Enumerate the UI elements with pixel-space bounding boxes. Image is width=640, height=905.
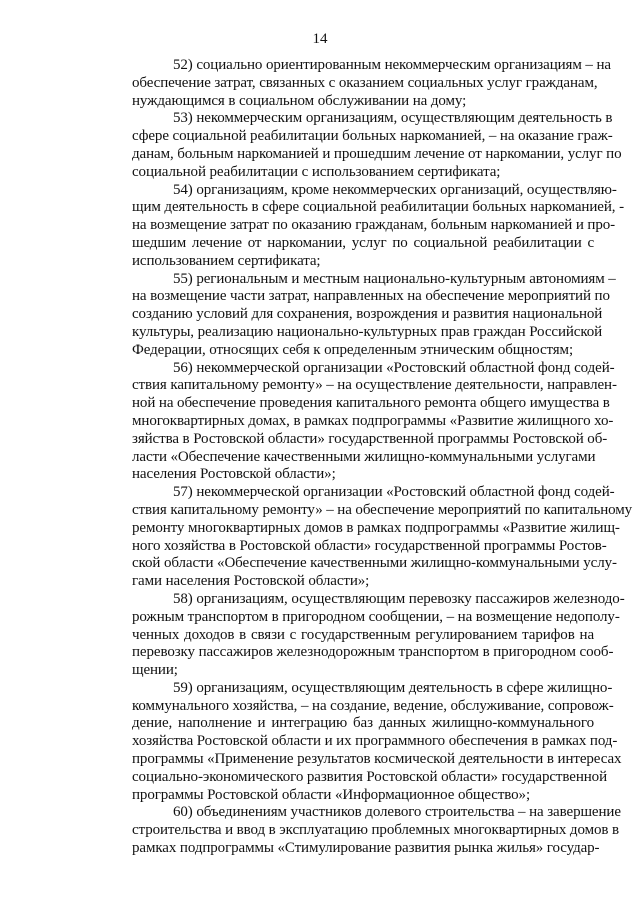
text-line: шедшим лечение от наркомании, услуг по социальной реабилитации с xyxy=(132,234,594,251)
text-line: программы «Применение результатов космической деятельности в интересах xyxy=(132,751,622,768)
text-line: культуры, реализацию национально-культурных прав граждан Российской xyxy=(132,323,603,340)
text-line: многоквартирных домах, в рамках подпрограммы «Развитие жилищного хо- xyxy=(132,412,614,429)
paragraph xyxy=(91,590,625,680)
paragraph xyxy=(91,110,622,181)
text-line: ласти «Обеспечение качественными жилищно-коммунальными услугами xyxy=(132,448,596,465)
paragraph xyxy=(91,484,633,591)
text-line: 52) социально ориентированным некоммерческим организациям – на xyxy=(173,57,611,73)
text-line: рамках подпрограммы «Стимулирование развития рынка жилья» государ- xyxy=(132,840,600,857)
text-line: Федерации, относящих себя к определенным этническим общностям; xyxy=(132,341,574,358)
text-line: 58) организациям, осуществляющим перевозку пассажиров железнодо- xyxy=(173,590,625,607)
text-line: на возмещение затрат по оказанию гражданам, больным наркоманией и про- xyxy=(132,217,616,234)
text-line: 59) организациям, осуществляющим деятельность в сфере жилищно- xyxy=(173,679,613,696)
text-line: населения Ростовской области»; xyxy=(132,466,336,483)
text-line: ной на обеспечение проведения капитального ремонта общего имущества в xyxy=(132,395,610,412)
text-line: обеспечение затрат, связанных с оказанием социальных услуг гражданам, xyxy=(132,74,598,91)
text-line: использованием сертификата; xyxy=(132,252,321,269)
text-line: щим деятельность в сфере социальной реабилитации больных наркоманией, - xyxy=(132,199,624,216)
text-line: ствия капитальному ремонту» – на осуществление деятельности, направлен- xyxy=(132,377,617,394)
text-line: дение, наполнение и интеграцию баз данных жилищно-коммунального xyxy=(132,715,594,732)
text-line: социально-экономического развития Ростовской области» государственной xyxy=(132,768,607,785)
text-line: сфере социальной реабилитации больных наркоманией, – на оказание граж- xyxy=(132,128,613,145)
text-line: ченных доходов в связи с государственным регулированием тарифов на xyxy=(132,626,594,643)
text-line: зяйства в Ростовской области» государственной программы Ростовской об- xyxy=(132,430,608,447)
page-number: 14 xyxy=(312,31,328,47)
text-line: строительства и ввод в эксплуатацию проблемных многоквартирных домов в xyxy=(132,822,619,839)
text-line: гами населения Ростовской области»; xyxy=(132,573,370,590)
text-line: программы Ростовской области «Информационное общество»; xyxy=(132,786,531,803)
text-line: 55) региональным и местным национально-культурным автономиям – xyxy=(173,270,616,287)
text-line: социальной реабилитации с использованием сертификата; xyxy=(132,163,501,180)
document-body xyxy=(91,57,633,858)
paragraph xyxy=(91,270,616,360)
text-line: 54) организациям, кроме некоммерческих организаций, осуществляю- xyxy=(173,181,617,198)
paragraph xyxy=(91,679,622,805)
text-line: рожным транспортом в пригородном сообщении, – на возмещение недополу- xyxy=(132,608,620,625)
text-line: на возмещение части затрат, направленных на обеспечение мероприятий по xyxy=(132,288,610,305)
paragraph xyxy=(91,804,621,857)
text-line: перевозку пассажиров железнодорожным транспортом в пригородном сооб- xyxy=(132,644,614,661)
text-line: 53) некоммерческим организациям, осуществляющим деятельность в xyxy=(173,110,613,127)
text-line: ской области «Обеспечение качественными жилищно-коммунальными услу- xyxy=(132,555,617,572)
text-line: ремонту многоквартирных домов в рамках подпрограммы «Развитие жилищ- xyxy=(132,519,620,536)
text-line: 56) некоммерческой организации «Ростовский областной фонд содей- xyxy=(173,359,615,376)
text-line: данам, больным наркоманией и прошедшим лечение от наркомании, услуг по xyxy=(132,145,622,162)
paragraph xyxy=(91,359,617,485)
text-line: нуждающимся в социальном обслуживании на дому; xyxy=(132,92,467,109)
text-line: коммунального хозяйства, – на создание, ведение, обслуживание, сопровож- xyxy=(132,697,614,714)
text-line: созданию условий для сохранения, возрождения и развития национальной xyxy=(132,306,603,323)
paragraph xyxy=(91,181,624,271)
text-line: хозяйства Ростовской области и их программного обеспечения в рамках под- xyxy=(132,733,618,750)
text-line: ного хозяйства в Ростовской области» государственной программы Ростов- xyxy=(132,537,607,554)
text-line: ствия капитальному ремонту» – на обеспечение мероприятий по капитальному xyxy=(132,501,633,518)
paragraph xyxy=(91,57,611,110)
text-line: щении; xyxy=(132,662,178,679)
text-line: 60) объединениям участников долевого строительства – на завершение xyxy=(173,804,621,821)
text-line: 57) некоммерческой организации «Ростовский областной фонд содей- xyxy=(173,484,615,501)
